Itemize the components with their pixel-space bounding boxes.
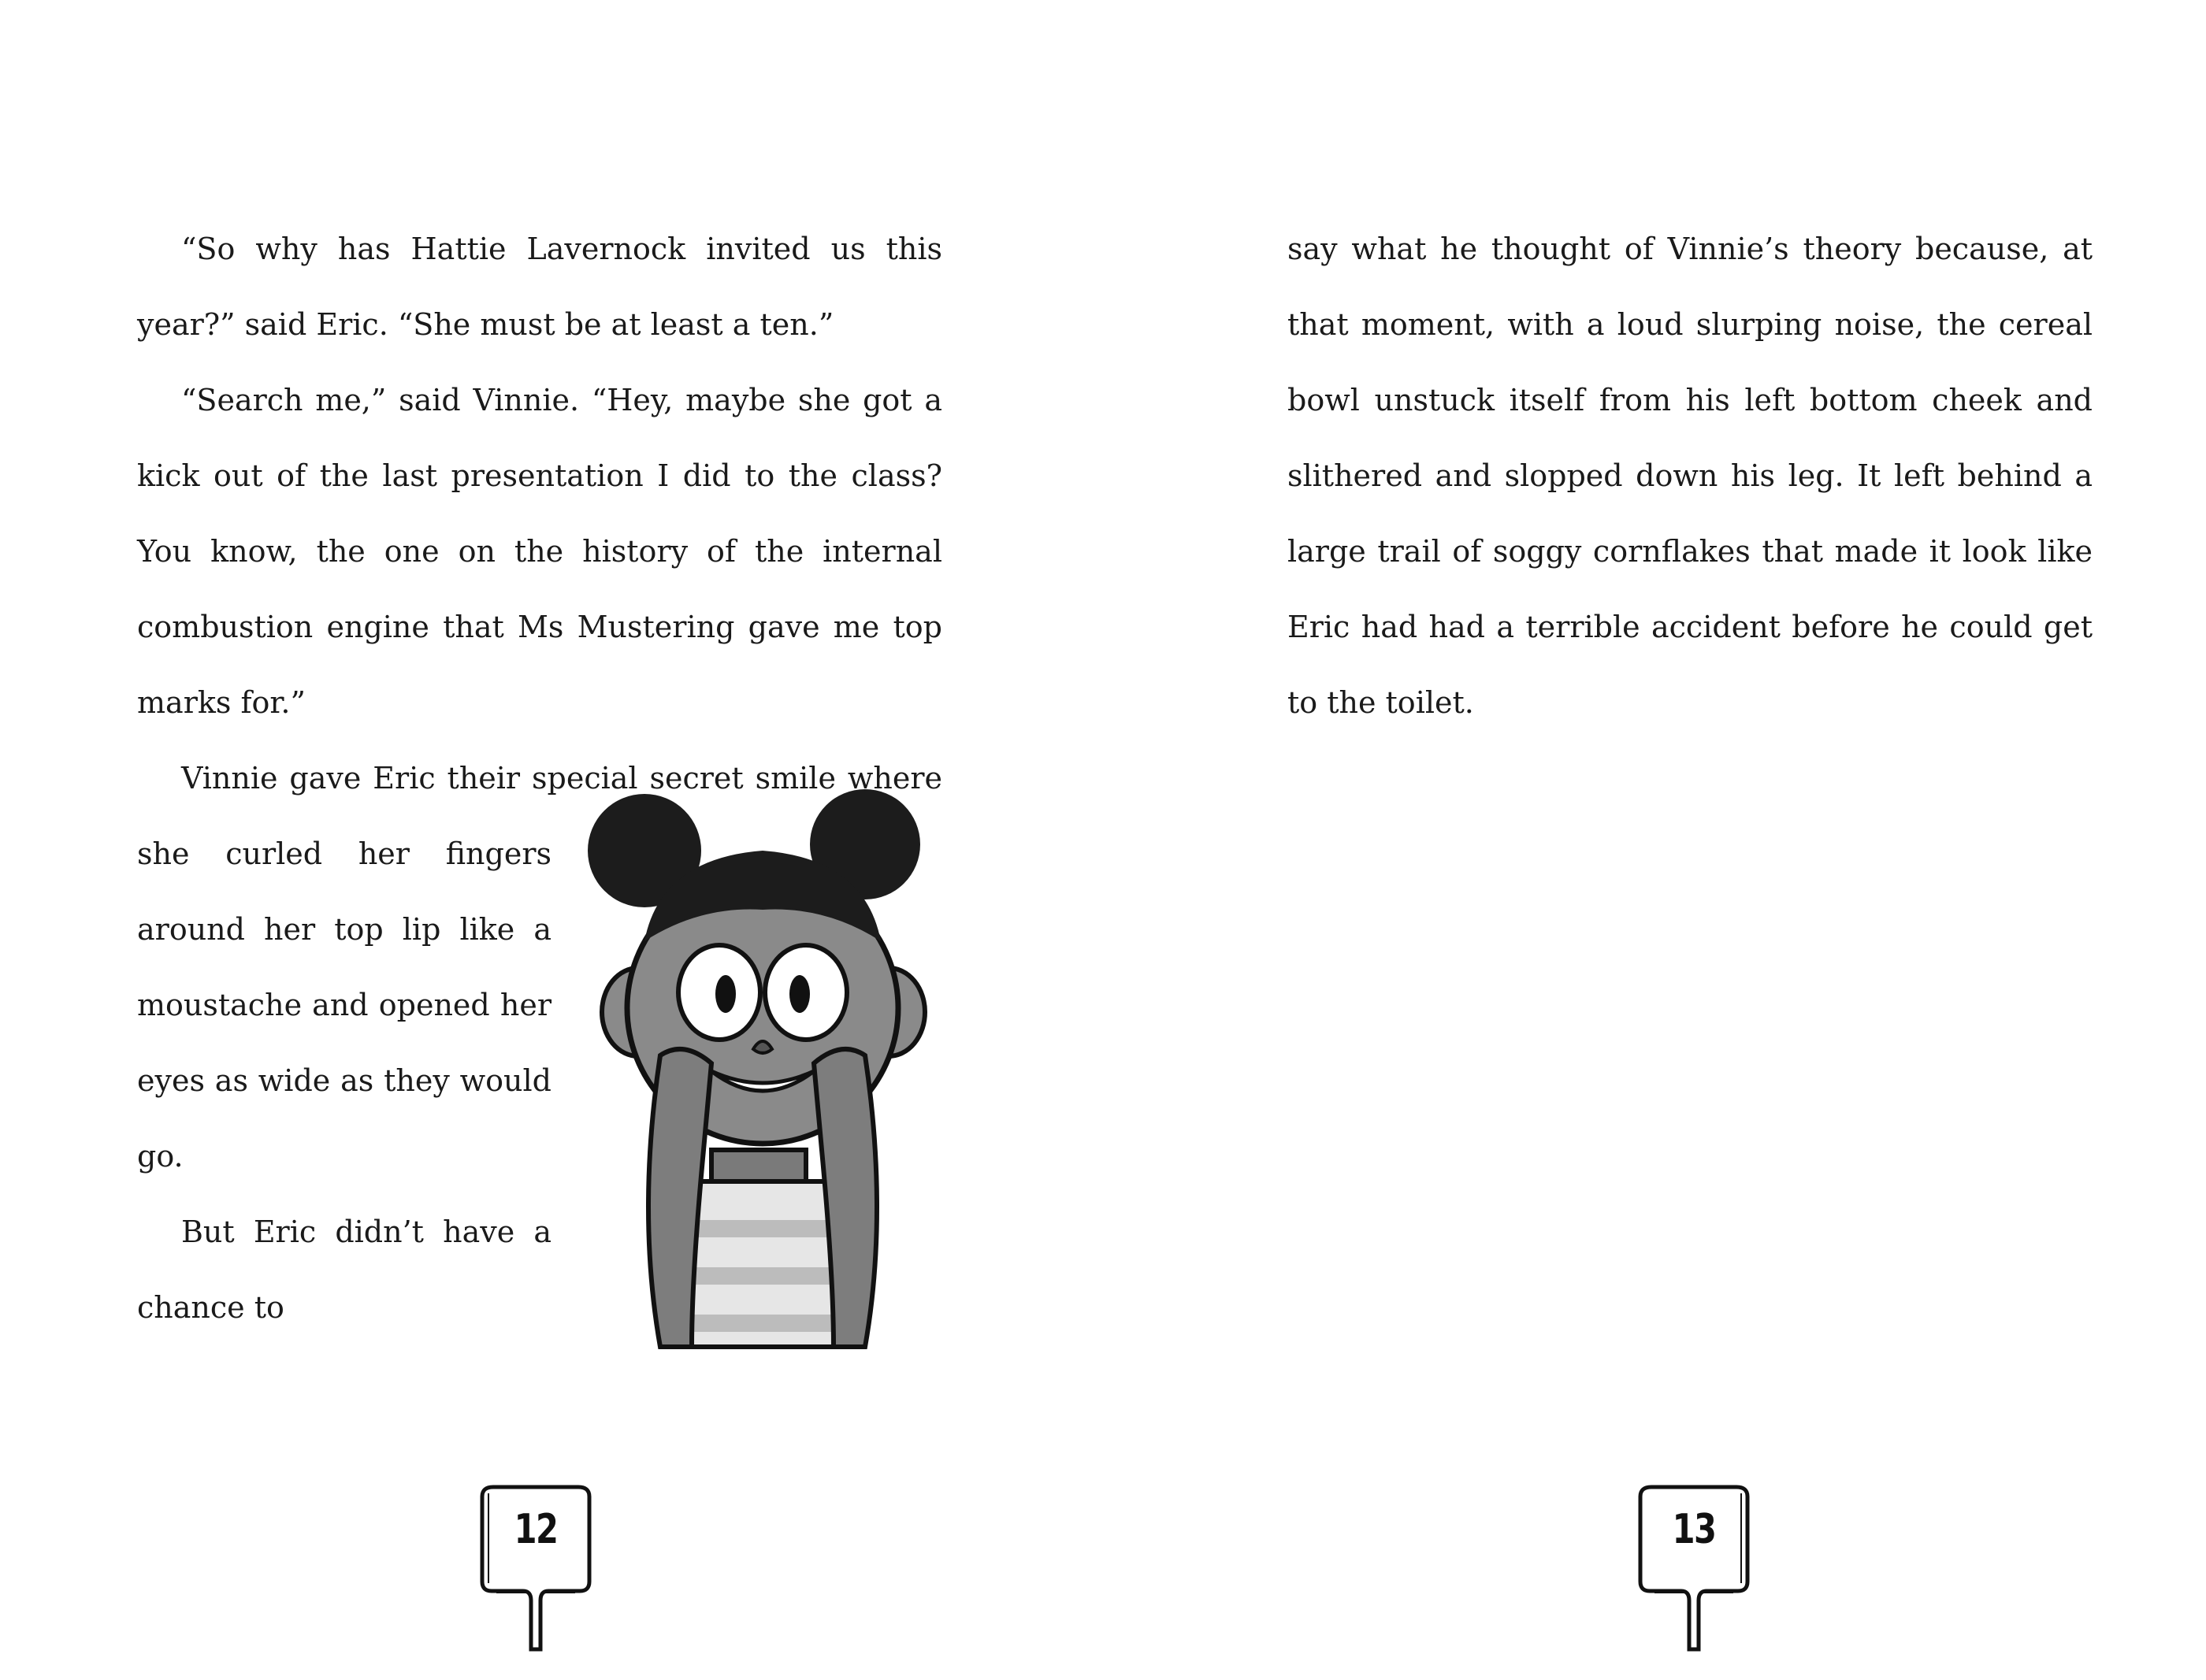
- vinnie-illustration: [566, 740, 960, 1359]
- page-number: 12: [514, 1506, 558, 1553]
- paragraph: “Search me,” said Vinnie. “Hey, maybe she got a kick out of the last presentation I did to the class? You know, the one on the history of the internal combustion engine that Ms Mustering gave me top marks for.”: [137, 383, 942, 720]
- paragraph: Vinnie gave Eric their special secret smile where she curled her fingers around her top lip like a moustache and opened her eyes as wide as they would go.: [137, 761, 942, 1174]
- paragraph: say what he thought of Vinnie’s theory because, at that moment, with a loud slurping noise, the cereal bowl unstuck itself from his left bottom cheek and slithered and slopped down his leg. It left behind a large trail of soggy cornflakes that made it look like Eric had had a terrible accident before he could get to the toilet.: [1287, 232, 2093, 720]
- paragraph: But Eric didn’t have a chance to: [137, 1215, 552, 1325]
- page-number-tag: [1623, 1482, 1765, 1656]
- left-page-text: [137, 211, 942, 1359]
- right-page-text: [1287, 211, 2093, 740]
- right-page: [1103, 0, 2206, 1680]
- page-number-tag: [465, 1482, 607, 1656]
- page-number: 13: [1672, 1506, 1716, 1553]
- paragraph: “So why has Hattie Lavernock invited us this year?” said Eric. “She must be at least a ten.”: [137, 232, 942, 342]
